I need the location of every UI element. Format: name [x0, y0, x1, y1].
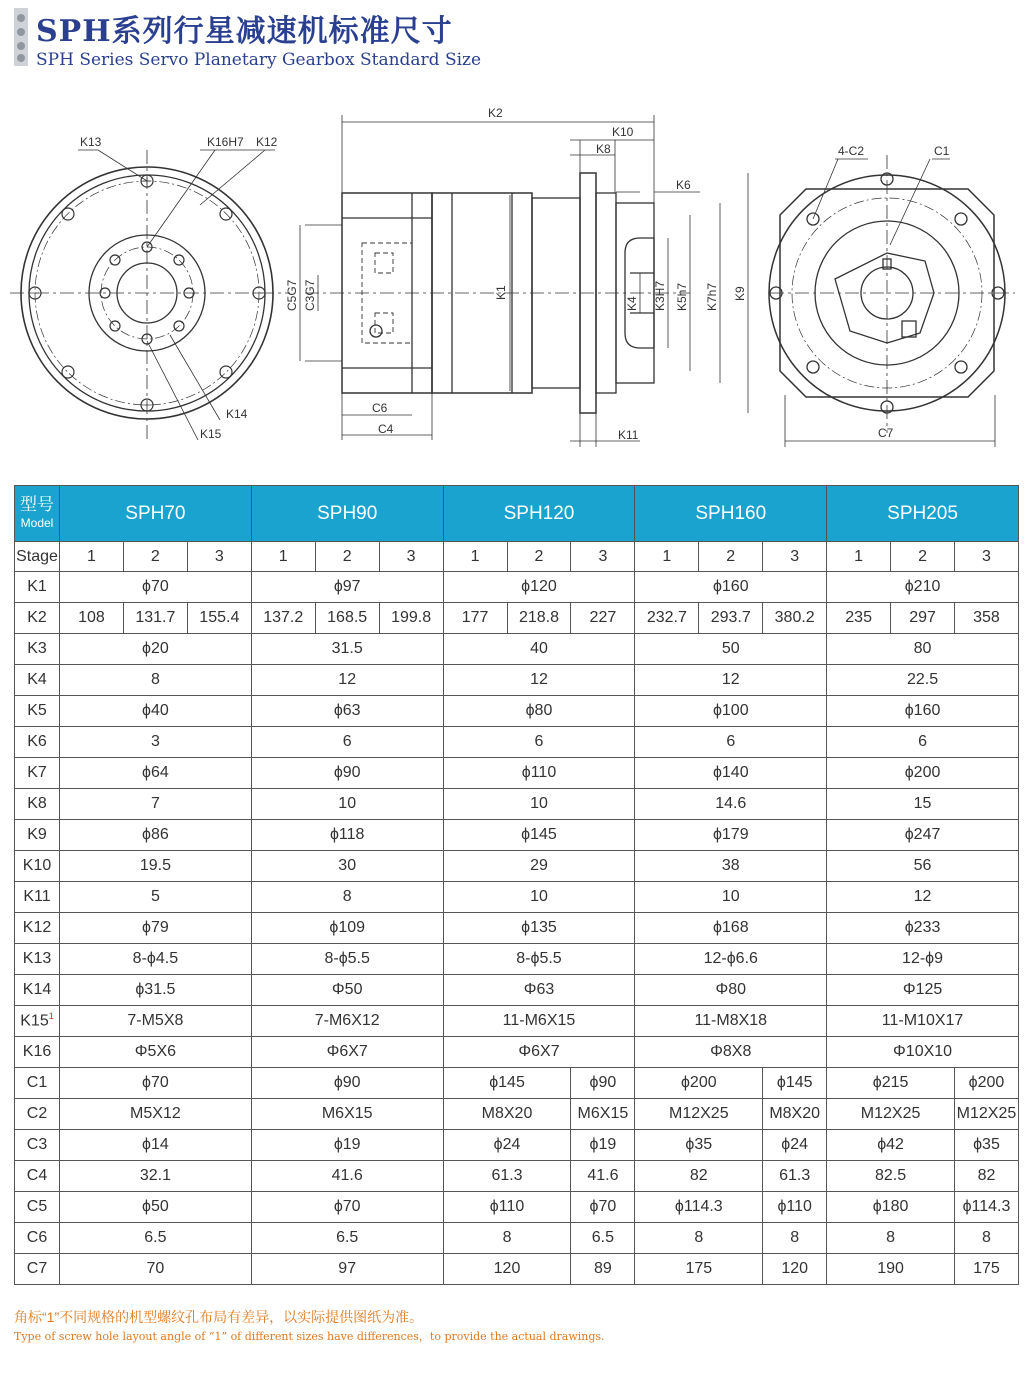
table-cell: ϕ145: [763, 1068, 827, 1099]
table-cell: ϕ120: [443, 572, 635, 603]
table-row: [15, 758, 1019, 789]
label-k13: K13: [80, 135, 102, 149]
row-label: K4: [15, 665, 60, 696]
row-label: K1: [15, 572, 60, 603]
model-sph205: SPH205: [827, 486, 1019, 542]
row-label: K8: [15, 789, 60, 820]
table-cell: 82: [635, 1161, 763, 1192]
table-cell: ϕ19: [251, 1130, 443, 1161]
table-cell: ϕ70: [60, 572, 252, 603]
table-cell: 29: [443, 851, 635, 882]
table-cell: ϕ14: [60, 1130, 252, 1161]
row-label: K9: [15, 820, 60, 851]
table-cell: M6X15: [251, 1099, 443, 1130]
front-view-output: [10, 135, 290, 441]
table-cell: Φ6X7: [251, 1037, 443, 1068]
table-cell: 199.8: [379, 603, 443, 634]
table-cell: ϕ86: [60, 820, 252, 851]
table-cell: 41.6: [571, 1161, 635, 1192]
row-label: C1: [15, 1068, 60, 1099]
stage-cell: 2: [315, 542, 379, 572]
label-k12: K12: [256, 135, 278, 149]
table-cell: 10: [443, 882, 635, 913]
footnote-english: Type of screw hole layout angle of “1” of different sizes have differences，to provide the actual drawings.: [14, 1330, 605, 1343]
table-row: [15, 665, 1019, 696]
stage-cell: 3: [571, 542, 635, 572]
table-cell: ϕ168: [635, 913, 827, 944]
stage-cell: 2: [699, 542, 763, 572]
footnote-chinese: 角标“1”不同规格的机型螺纹孔布局有差异，以实际提供图纸为准。: [14, 1309, 424, 1325]
technical-drawing: [0, 95, 1033, 465]
table-cell: ϕ179: [635, 820, 827, 851]
table-cell: 8-ϕ4.5: [60, 944, 252, 975]
table-cell: 218.8: [507, 603, 571, 634]
table-cell: ϕ35: [955, 1130, 1019, 1161]
table-row: [15, 913, 1019, 944]
table-cell: 6: [251, 727, 443, 758]
model-sph90: SPH90: [251, 486, 443, 542]
table-cell: Φ80: [635, 975, 827, 1006]
table-cell: 6.5: [251, 1223, 443, 1254]
table-cell: 8: [827, 1223, 955, 1254]
table-cell: 108: [60, 603, 124, 634]
stage-cell: 2: [507, 542, 571, 572]
table-cell: ϕ24: [763, 1130, 827, 1161]
table-row: [15, 975, 1019, 1006]
table-cell: 380.2: [763, 603, 827, 634]
table-row: [15, 727, 1019, 758]
table-row: [15, 603, 1019, 634]
label-k1: K1: [494, 285, 508, 300]
table-cell: Φ63: [443, 975, 635, 1006]
table-cell: 11-M6X15: [443, 1006, 635, 1037]
table-cell: M6X15: [571, 1099, 635, 1130]
table-cell: 6.5: [60, 1223, 252, 1254]
stage-cell: 1: [827, 542, 891, 572]
table-cell: ϕ63: [251, 696, 443, 727]
table-cell: 8: [443, 1223, 571, 1254]
row-label: C7: [15, 1254, 60, 1285]
row-label: K11: [15, 882, 60, 913]
table-cell: ϕ24: [443, 1130, 571, 1161]
table-cell: ϕ200: [827, 758, 1019, 789]
table-cell: 7: [60, 789, 252, 820]
row-label: $K15^1$: [15, 1006, 60, 1037]
table-cell: ϕ79: [60, 913, 252, 944]
table-cell: ϕ247: [827, 820, 1019, 851]
table-cell: 297: [891, 603, 955, 634]
row-label: K3: [15, 634, 60, 665]
table-cell: ϕ80: [443, 696, 635, 727]
table-cell: 97: [251, 1254, 443, 1285]
table-cell: Φ125: [827, 975, 1019, 1006]
table-cell: 5: [60, 882, 252, 913]
label-k7h7: K7h7: [705, 282, 719, 311]
table-cell: 70: [60, 1254, 252, 1285]
table-cell: ϕ145: [443, 1068, 571, 1099]
table-cell: ϕ90: [571, 1068, 635, 1099]
table-cell: 6: [635, 727, 827, 758]
label-k10: K10: [612, 125, 634, 139]
table-cell: 6: [443, 727, 635, 758]
table-cell: Φ5X6: [60, 1037, 252, 1068]
table-row: [15, 1161, 1019, 1192]
table-cell: ϕ114.3: [635, 1192, 763, 1223]
table-cell: 40: [443, 634, 635, 665]
table-cell: 10: [251, 789, 443, 820]
page-header: [0, 0, 1033, 80]
table-cell: 30: [251, 851, 443, 882]
table-row: [15, 1192, 1019, 1223]
table-cell: ϕ135: [443, 913, 635, 944]
table-cell: 19.5: [60, 851, 252, 882]
table-cell: 8: [763, 1223, 827, 1254]
table-cell: 8: [60, 665, 252, 696]
label-k3h7: K3H7: [653, 280, 667, 311]
title-chinese: SPH系列行星减速机标准尺寸: [36, 14, 453, 49]
table-cell: 8-ϕ5.5: [443, 944, 635, 975]
table-cell: 56: [827, 851, 1019, 882]
table-cell: ϕ160: [827, 696, 1019, 727]
table-cell: ϕ42: [827, 1130, 955, 1161]
table-cell: ϕ233: [827, 913, 1019, 944]
row-label: K2: [15, 603, 60, 634]
row-label: K13: [15, 944, 60, 975]
label-c6: C6: [372, 401, 388, 415]
table-cell: 175: [955, 1254, 1019, 1285]
table-cell: 10: [635, 882, 827, 913]
row-label: K7: [15, 758, 60, 789]
table-cell: M12X25: [955, 1099, 1019, 1130]
table-cell: 227: [571, 603, 635, 634]
stage-label: Stage: [15, 542, 60, 572]
table-cell: 82.5: [827, 1161, 955, 1192]
label-k8: K8: [596, 142, 611, 156]
label-k6: K6: [676, 178, 691, 192]
table-cell: 358: [955, 603, 1019, 634]
label-k11: K11: [618, 428, 639, 442]
table-cell: 31.5: [251, 634, 443, 665]
table-cell: ϕ110: [763, 1192, 827, 1223]
row-label: K6: [15, 727, 60, 758]
table-cell: 12-ϕ9: [827, 944, 1019, 975]
table-cell: 232.7: [635, 603, 699, 634]
table-cell: ϕ210: [827, 572, 1019, 603]
label-k15: K15: [200, 427, 222, 441]
label-c5g7: C5G7: [285, 279, 299, 311]
table-row: [15, 882, 1019, 913]
table-cell: 8-ϕ5.5: [251, 944, 443, 975]
table-cell: ϕ70: [571, 1192, 635, 1223]
rear-view-input: [769, 144, 1015, 447]
table-row: [15, 1037, 1019, 1068]
table-cell: 8: [251, 882, 443, 913]
stage-cell: 1: [443, 542, 507, 572]
table-cell: ϕ90: [251, 1068, 443, 1099]
table-cell: 10: [443, 789, 635, 820]
table-cell: ϕ215: [827, 1068, 955, 1099]
stage-cell: 3: [187, 542, 251, 572]
table-cell: 190: [827, 1254, 955, 1285]
table-row: [15, 1068, 1019, 1099]
table-cell: ϕ35: [635, 1130, 763, 1161]
table-cell: 12: [443, 665, 635, 696]
table-cell: 7-M5X8: [60, 1006, 252, 1037]
table-cell: 11-M8X18: [635, 1006, 827, 1037]
model-sph160: SPH160: [635, 486, 827, 542]
table-cell: 12: [251, 665, 443, 696]
stage-cell: 3: [955, 542, 1019, 572]
table-cell: ϕ19: [571, 1130, 635, 1161]
table-cell: ϕ31.5: [60, 975, 252, 1006]
stage-cell: 3: [763, 542, 827, 572]
table-cell: 3: [60, 727, 252, 758]
table-cell: ϕ145: [443, 820, 635, 851]
table-cell: M12X25: [635, 1099, 763, 1130]
table-cell: ϕ160: [635, 572, 827, 603]
table-cell: 89: [571, 1254, 635, 1285]
table-cell: Φ50: [251, 975, 443, 1006]
table-row: [15, 1006, 1019, 1037]
stage-cell: 2: [123, 542, 187, 572]
table-cell: 168.5: [315, 603, 379, 634]
table-row: [15, 789, 1019, 820]
row-label: K16: [15, 1037, 60, 1068]
label-c4: C4: [378, 422, 394, 436]
row-label: C3: [15, 1130, 60, 1161]
table-cell: 80: [827, 634, 1019, 665]
table-cell: 41.6: [251, 1161, 443, 1192]
table-cell: ϕ109: [251, 913, 443, 944]
table-cell: ϕ118: [251, 820, 443, 851]
table-cell: 155.4: [187, 603, 251, 634]
row-label: C2: [15, 1099, 60, 1130]
table-cell: ϕ140: [635, 758, 827, 789]
title-english: SPH Series Servo Planetary Gearbox Standard Size: [36, 50, 482, 70]
model-header: 型号 Model: [15, 486, 60, 542]
label-c1: C1: [934, 144, 950, 158]
table-cell: 8: [635, 1223, 763, 1254]
stage-cell: 1: [60, 542, 124, 572]
row-label: C6: [15, 1223, 60, 1254]
table-cell: M8X20: [443, 1099, 571, 1130]
label-k4: K4: [625, 296, 639, 311]
table-cell: ϕ70: [251, 1192, 443, 1223]
table-cell: 8: [955, 1223, 1019, 1254]
table-cell: 50: [635, 634, 827, 665]
table-cell: 32.1: [60, 1161, 252, 1192]
table-cell: 6.5: [571, 1223, 635, 1254]
table-cell: ϕ110: [443, 1192, 571, 1223]
label-k2: K2: [488, 106, 503, 120]
table-cell: ϕ40: [60, 696, 252, 727]
table-cell: 15: [827, 789, 1019, 820]
table-row: [15, 944, 1019, 975]
model-sph120: SPH120: [443, 486, 635, 542]
table-cell: 6: [827, 727, 1019, 758]
table-cell: ϕ200: [955, 1068, 1019, 1099]
table-cell: Φ6X7: [443, 1037, 635, 1068]
table-row: [15, 1099, 1019, 1130]
table-cell: ϕ100: [635, 696, 827, 727]
table-row: [15, 1254, 1019, 1285]
stage-cell: 1: [635, 542, 699, 572]
table-row: [15, 696, 1019, 727]
label-k16h7: K16H7: [207, 135, 244, 149]
table-cell: ϕ200: [635, 1068, 763, 1099]
side-view: [285, 106, 748, 447]
table-cell: 22.5: [827, 665, 1019, 696]
title-ornament: [14, 8, 28, 66]
table-cell: 235: [827, 603, 891, 634]
table-cell: ϕ110: [443, 758, 635, 789]
table-cell: ϕ180: [827, 1192, 955, 1223]
table-cell: 61.3: [763, 1161, 827, 1192]
table-cell: ϕ50: [60, 1192, 252, 1223]
table-row: [15, 634, 1019, 665]
table-cell: 12-ϕ6.6: [635, 944, 827, 975]
table-cell: 177: [443, 603, 507, 634]
table-cell: M8X20: [763, 1099, 827, 1130]
dimension-table: [14, 485, 1019, 1285]
model-sph70: SPH70: [60, 486, 252, 542]
label-4-c2: 4-C2: [838, 144, 865, 158]
table-cell: M5X12: [60, 1099, 252, 1130]
row-label: K10: [15, 851, 60, 882]
table-cell: ϕ114.3: [955, 1192, 1019, 1223]
table-cell: 137.2: [251, 603, 315, 634]
table-row: [15, 820, 1019, 851]
stage-cell: 3: [379, 542, 443, 572]
table-row: [15, 572, 1019, 603]
label-k9: K9: [733, 286, 747, 301]
label-c7: C7: [878, 426, 894, 440]
table-cell: ϕ90: [251, 758, 443, 789]
table-row: [15, 1223, 1019, 1254]
table-cell: 12: [827, 882, 1019, 913]
table-cell: 61.3: [443, 1161, 571, 1192]
table-cell: 120: [443, 1254, 571, 1285]
label-k5h7: K5h7: [675, 282, 689, 311]
table-cell: 12: [635, 665, 827, 696]
table-cell: Φ10X10: [827, 1037, 1019, 1068]
stage-cell: 2: [891, 542, 955, 572]
table-cell: ϕ97: [251, 572, 443, 603]
stage-cell: 1: [251, 542, 315, 572]
table-cell: 38: [635, 851, 827, 882]
table-cell: ϕ20: [60, 634, 252, 665]
table-row: [15, 1130, 1019, 1161]
table-cell: 293.7: [699, 603, 763, 634]
table-cell: 11-M10X17: [827, 1006, 1019, 1037]
footnote-marker: 1: [48, 1011, 54, 1022]
row-label: C5: [15, 1192, 60, 1223]
label-k14: K14: [226, 407, 248, 421]
table-row: [15, 851, 1019, 882]
table-cell: 120: [763, 1254, 827, 1285]
row-label: K12: [15, 913, 60, 944]
label-c3g7: C3G7: [303, 279, 317, 311]
table-cell: M12X25: [827, 1099, 955, 1130]
table-cell: 7-M6X12: [251, 1006, 443, 1037]
row-label: K14: [15, 975, 60, 1006]
table-cell: 175: [635, 1254, 763, 1285]
table-cell: ϕ64: [60, 758, 252, 789]
table-cell: 131.7: [123, 603, 187, 634]
table-cell: 82: [955, 1161, 1019, 1192]
row-label: C4: [15, 1161, 60, 1192]
table-cell: 14.6: [635, 789, 827, 820]
table-cell: ϕ70: [60, 1068, 252, 1099]
row-label: K5: [15, 696, 60, 727]
table-cell: Φ8X8: [635, 1037, 827, 1068]
